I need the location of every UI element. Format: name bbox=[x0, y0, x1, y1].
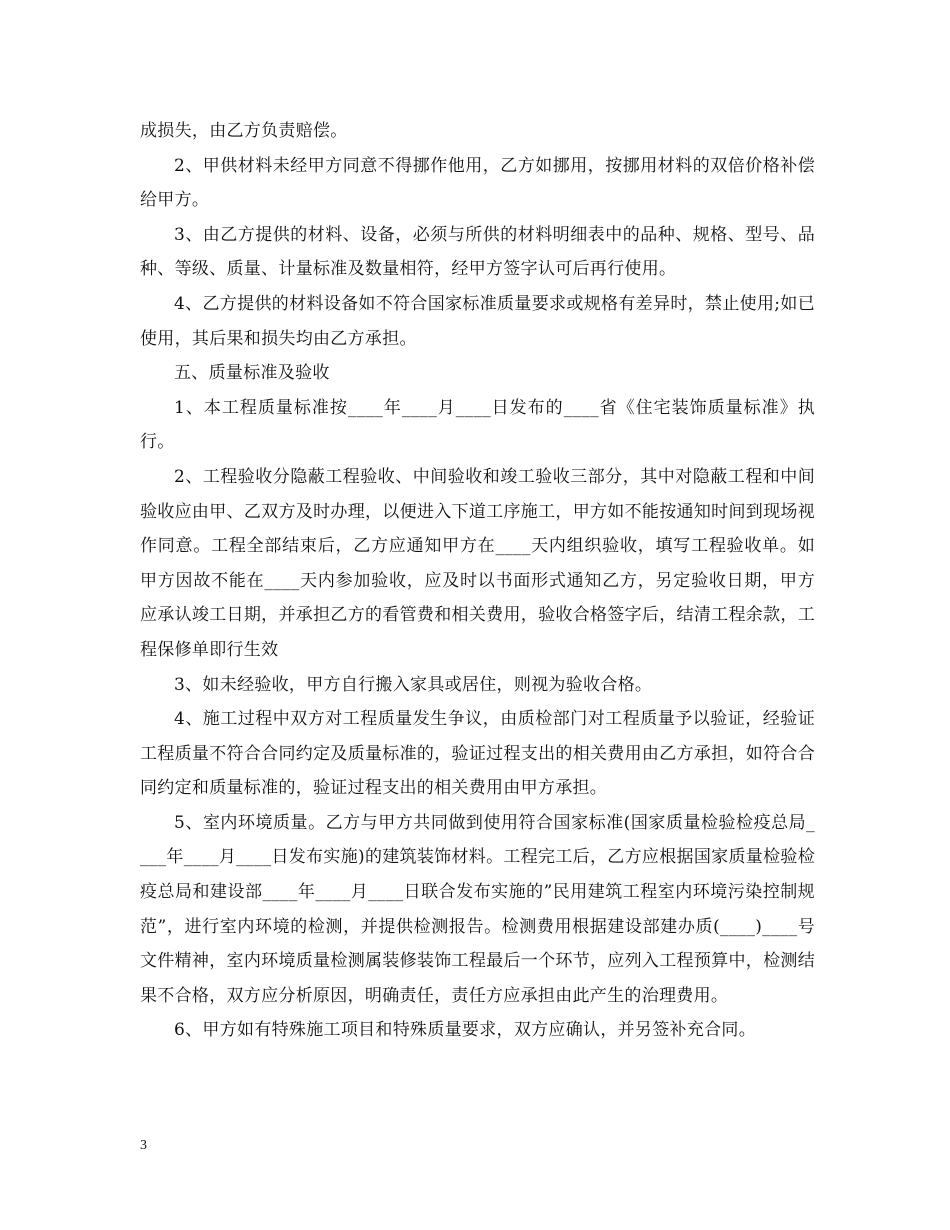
paragraph-quality-6: 6、甲方如有特殊施工项目和特殊质量要求，双方应确认，并另签补充合同。 bbox=[174, 1020, 757, 1041]
paragraph-clause-4: 4、乙方提供的材料设备如不符合国家标准质量要求或规格有差异时，禁止使用;如已使用，其后果和损失均由乙方承担。 bbox=[140, 293, 815, 349]
paragraph-quality-4: 4、施工过程中双方对工程质量发生争议，由质检部门对工程质量予以验证，经验证工程质量不符合合同约定及质量标准的，验证过程支出的相关费用由乙方承担，如符合合同约定和质量标准的，验证过程支出的相关费用由甲方承担。 bbox=[140, 709, 815, 799]
paragraph-clause-3: 3、由乙方提供的材料、设备，必须与所供的材料明细表中的品种、规格、型号、品种、等级、质量、计量标准及数量相符，经甲方签字认可后再行使用。 bbox=[140, 224, 815, 280]
paragraph-clause-2: 2、甲供材料未经甲方同意不得挪作他用，乙方如挪用，按挪用材料的双倍价格补偿给甲方。 bbox=[140, 155, 815, 211]
page-number: 3 bbox=[140, 1138, 147, 1153]
paragraph-quality-1: 1、本工程质量标准按____年____月____日发布的____省《住宅装饰质量标准》执行。 bbox=[140, 397, 815, 453]
paragraph-quality-2: 2、工程验收分隐蔽工程验收、中间验收和竣工验收三部分，其中对隐蔽工程和中间验收应由甲、乙双方及时办理，以便进入下道工序施工，甲方如不能按通知时间到现场视作同意。工程全部结束后，乙方应通知甲方在____天内组织验收，填写工程验收单。如甲方因故不能在____天内参加验收，应及时以书面形式通知乙方，另定验收日期，甲方应承认竣工日期，并承担乙方的看管费和相关费用，验收合格签字后，结清工程余款，工程保修单即行生效 bbox=[140, 466, 815, 660]
paragraph-quality-3: 3、如未经验收，甲方自行搬入家具或居住，则视为验收合格。 bbox=[174, 674, 653, 695]
paragraph-quality-5: 5、室内环境质量。乙方与甲方共同做到使用符合国家标准(国家质量检验检疫总局____年____月____日发布实施)的建筑装饰材料。工程完工后，乙方应根据国家质量检验检疫总局和建设部____年____月____日联合发布实施的”民用建筑工程室内环境污染控制规范”，进行室内环境的检测，并提供检测报告。检测费用根据建设部建办质(____)____号文件精神，室内环境质量检测属装修装饰工程最后一个环节，应列入工程预算中，检测结果不合格，双方应分析原因，明确责任，责任方应承担由此产生的治理费用。 bbox=[140, 812, 815, 1006]
paragraph-continuation: 成损失，由乙方负责赔偿。 bbox=[140, 121, 348, 141]
document-body bbox=[140, 114, 815, 1048]
section-heading-quality: 五、质量标准及验收 bbox=[174, 363, 330, 384]
